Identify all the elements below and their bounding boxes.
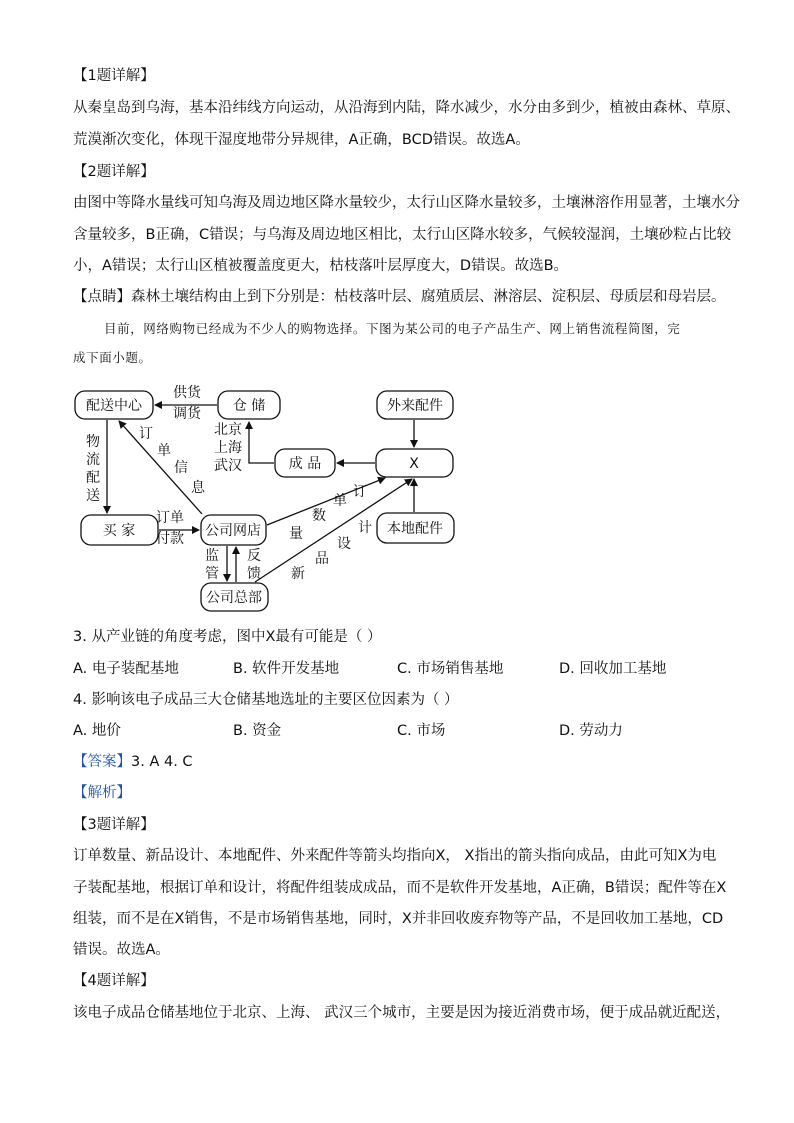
analysis-label: 【解析】 — [73, 785, 131, 801]
q3-option-a: A. 电子装配基地 — [73, 661, 179, 677]
node-warehouse: 仓 储 — [232, 398, 266, 414]
label-order-info-char-2: 单 — [157, 443, 171, 459]
label-supervise-char-2: 管 — [205, 566, 219, 582]
label-dispatch: 调货 — [173, 406, 201, 422]
tip-text: 森林土壤结构由上到下分别是：枯枝落叶层、腐殖质层、淋溶层、淀积层、母质层和母岩层。 — [131, 289, 726, 305]
answer-text: 3. A 4. C — [131, 754, 193, 770]
label-new-design-char-3: 品 — [315, 551, 329, 567]
q3-detail-header: 【3题详解】 — [73, 817, 155, 833]
q2-header: 【2题详解】 — [73, 164, 155, 180]
arrow-shop-to-distribution — [119, 421, 202, 514]
label-order-qty-char-2: 单 — [333, 493, 347, 509]
node-company-shop: 公司网店 — [205, 523, 261, 539]
label-supervise-char-1: 监 — [205, 548, 219, 564]
label-new-design-char-1: 计 — [358, 520, 372, 536]
q3-detail-line-2: 子装配基地，根据订单和设计，将配件组装成成品，而不是软件开发基地，A正确，B错误；配件等在X — [73, 880, 727, 896]
q4-option-b: B. 资金 — [233, 723, 282, 739]
node-local-parts: 本地配件 — [387, 521, 443, 537]
label-logistics-char-4: 送 — [86, 488, 100, 504]
label-supply: 供货 — [173, 385, 201, 401]
q1-header: 【1题详解】 — [73, 68, 155, 84]
label-new-design-char-4: 新 — [291, 566, 305, 582]
answer-label: 【答案】 — [73, 754, 131, 770]
label-city-wuhan: 武汉 — [214, 458, 242, 474]
node-buyer: 买 家 — [102, 523, 136, 539]
q4-detail-header: 【4题详解】 — [73, 973, 155, 989]
node-company-hq: 公司总部 — [206, 590, 262, 606]
node-x: X — [409, 456, 419, 472]
label-city-shanghai: 上海 — [214, 440, 242, 456]
label-logistics-char-3: 配 — [86, 470, 100, 486]
label-feedback-char-1: 反 — [247, 548, 261, 564]
q4-option-a: A. 地价 — [73, 723, 121, 739]
q3-option-d: D. 回收加工基地 — [559, 661, 667, 677]
q4-stem: 4. 影响该电子成品三大仓储基地选址的主要区位因素为（ ） — [73, 692, 459, 708]
q1-line-1: 从秦皇岛到乌海，基本沿纬线方向运动，从沿海到内陆，降水减少，水分由多到少，植被由森林、草原、 — [73, 100, 740, 116]
q2-line-1: 由图中等降水量线可知乌海及周边地区降水量较少，太行山区降水量较多，土壤淋溶作用显著，土壤水分 — [73, 195, 740, 211]
label-order-info-char-1: 订 — [139, 426, 153, 442]
node-distribution-center: 配送中心 — [86, 398, 142, 414]
label-order-info-char-3: 信 — [174, 460, 188, 476]
label-logistics-char-2: 流 — [86, 452, 100, 468]
label-order-info-char-4: 息 — [191, 480, 205, 496]
label-feedback-char-2: 馈 — [247, 566, 261, 582]
label-logistics-char-1: 物 — [86, 434, 100, 450]
arrow-product-to-warehouse — [249, 422, 274, 463]
q4-detail-line-1: 该电子成品仓储基地位于北京、上海、 武汉三个城市，主要是因为接近消费市场，便于成品就近配送， — [73, 1005, 731, 1021]
q3-option-b: B. 软件开发基地 — [233, 661, 340, 677]
q3-detail-line-4: 错误。故选A。 — [73, 942, 170, 958]
intro-line-2: 成下面小题。 — [73, 350, 152, 365]
label-order: 订单 — [156, 510, 184, 526]
node-product: 成 品 — [288, 456, 322, 472]
tip-label: 【点睛】 — [73, 289, 131, 305]
label-payment: 付款 — [156, 531, 184, 547]
q3-stem: 3. 从产业链的角度考虑，图中X最有可能是（ ） — [73, 629, 382, 645]
q3-detail-line-3: 组装，而不是在X销售，不是市场销售基地，同时，X并非回收废弃物等产品，不是回收加工基地，CD — [73, 911, 724, 927]
q4-option-c: C. 市场 — [397, 723, 446, 739]
label-order-qty-char-4: 量 — [289, 526, 303, 542]
label-order-qty-char-3: 数 — [312, 508, 326, 524]
q3-option-c: C. 市场销售基地 — [397, 661, 504, 677]
q2-line-2: 含量较多，B正确，C错误；与乌海及周边地区相比，太行山区降水较多，气候较湿润，土壤砂粒占比较 — [73, 227, 732, 243]
answer-line — [73, 752, 193, 772]
label-order-qty-char-1: 订 — [353, 484, 367, 500]
arrow-shop-to-x — [267, 478, 385, 525]
intro-line-1: 目前，网络购物已经成为不少人的购物选择。下图为某公司的电子产品生产、网上销售流程简图，完 — [104, 321, 681, 336]
q4-option-d: D. 劳动力 — [559, 723, 623, 739]
q1-line-2: 荒漠渐次变化，体现干湿度地带分异规律，A正确，BCD错误。故选A。 — [73, 132, 530, 148]
label-new-design-char-2: 设 — [337, 536, 351, 552]
q3-detail-line-1: 订单数量、新品设计、本地配件、外来配件等箭头均指向X， X指出的箭头指向成品，由此可知X为电 — [73, 848, 717, 864]
q2-line-3: 小，A错误；太行山区植被覆盖度更大，枯枝落叶层厚度大，D错误。故选B。 — [73, 258, 569, 274]
label-city-beijing: 北京 — [214, 422, 242, 438]
node-external-parts: 外来配件 — [387, 398, 443, 414]
